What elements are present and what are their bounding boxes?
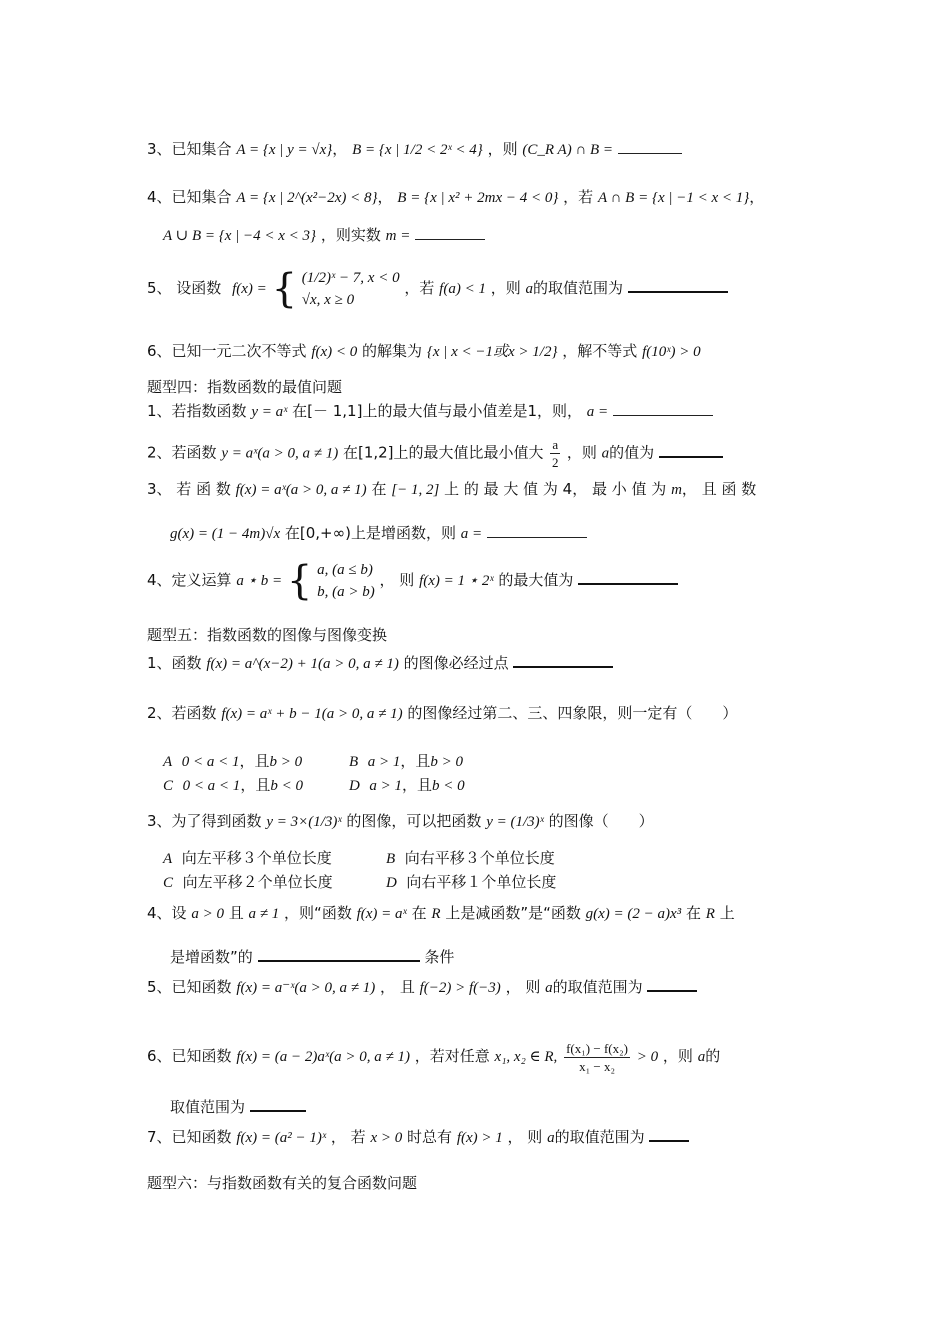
question-4-cont: A ∪ B = {x | −4 < x < 3} ，则实数 m = <box>163 224 485 247</box>
answer-blank[interactable] <box>578 569 678 585</box>
question-4: 4、已知集合 A = {x | 2^(x²−2x) < 8}， B = {x | x² + 2mx − 4 < 0} ，若 A ∩ B = {x | −1 < x < 1}， <box>147 188 765 206</box>
h5-q3-option-c[interactable]: C 向左平移２个单位长度 <box>163 873 333 891</box>
h5-q2-option-a[interactable]: A 0 < a < 1，且b > 0 <box>163 752 303 770</box>
h5-q3-option-a[interactable]: A 向左平移３个单位长度 <box>163 849 332 867</box>
question-number: 4、已知集合 <box>147 188 232 206</box>
h5-question-6-cont: 取值范围为 <box>170 1096 306 1118</box>
h5-question-4: 4、设 a > 0 且 a ≠ 1 ，则“函数 f(x) = aˣ 在 R 上是减函数”是“函数 g(x) = (2 − a)x³ 在 R 上 <box>147 904 735 922</box>
intersection-condition: A ∩ B = {x | −1 < x < 1} <box>597 190 750 206</box>
h5-question-1: 1、函数 f(x) = a^(x−2) + 1(a > 0, a ≠ 1) 的图像必经过点 <box>147 652 613 675</box>
piecewise-cases: (1/2)ˣ − 7, x < 0 √x, x ≥ 0 <box>301 270 400 308</box>
h5-q3-option-b[interactable]: B 向右平移３个单位长度 <box>386 849 555 867</box>
h5-question-5: 5、已知函数 f(x) = a⁻ˣ(a > 0, a ≠ 1) ， 且 f(−2) > f(−3) ， 则 a的取值范围为 <box>147 976 697 999</box>
fraction: $\frac{a}{2}$ <box>551 437 559 470</box>
section-heading-5: 题型五：指数函数的图像与图像变换 <box>147 626 388 644</box>
answer-blank[interactable] <box>258 946 420 962</box>
section-heading-4: 题型四：指数函数的最值问题 <box>147 378 343 396</box>
question-6: 6、已知一元二次不等式 f(x) < 0 的解集为 {x | x < −1或x > 1/2} ，解不等式 f(10ˣ) > 0 <box>147 342 701 360</box>
answer-blank[interactable] <box>618 139 682 154</box>
answer-blank[interactable] <box>250 1096 306 1112</box>
h5-question-2: 2、若函数 f(x) = aˣ + b − 1(a > 0, a ≠ 1) 的图像经过第二、三、四象限，则一定有（ ） <box>147 704 738 722</box>
question-5: 5、 设函数 f(x) = { (1/2)ˣ − 7, x < 0 √x, x ≥ 0 ，若 f(a) < 1 ，则 a的取值范围为 <box>147 266 728 311</box>
operation-cases: a, (a ≤ b) b, (a > b) <box>317 562 375 600</box>
question-3: 3、已知集合 A = {x | y = √x}， B = {x | 1/2 < 2ˣ < 4} ，则 (C_R A) ∩ B = <box>147 138 682 161</box>
set-b-definition: B = {x | 1/2 < 2ˣ < 4} <box>352 142 483 158</box>
answer-blank[interactable] <box>513 652 613 668</box>
unknown-m: m = <box>385 228 411 244</box>
h5-question-7: 7、已知函数 f(x) = (a² − 1)ˣ ， 若 x > 0 时总有 f(x) > 1 ， 则 a的取值范围为 <box>147 1126 689 1149</box>
h4-question-2: 2、若函数 y = aˣ(a > 0, a ≠ 1) 在[1,2]上的最大值比最小值大 $\frac{a}{2}$ ，则 a的值为 <box>147 436 723 471</box>
h5-question-6: 6、已知函数 f(x) = (a − 2)aˣ(a > 0, a ≠ 1) ，若对任意 x₁, x₂ ∈ R, $\frac{\text{f(x₁) − f(x₂)}}{\text{x₁ − x₂}}$ > 0 ，则 a的 <box>147 1040 721 1074</box>
question-number: 3、已知集合 <box>147 140 232 158</box>
h4-question-3-cont: g(x) = (1 − 4m)√x 在[0,+∞)上是增函数，则 a = <box>170 522 587 545</box>
answer-blank[interactable] <box>659 442 723 458</box>
set-a-definition: A = {x | 2^(x²−2x) < 8} <box>236 190 378 206</box>
left-brace: { <box>271 266 298 312</box>
answer-blank[interactable] <box>647 976 697 992</box>
condition: f(a) < 1 <box>439 281 486 297</box>
union-condition: A ∪ B = {x | −4 < x < 3} <box>163 228 317 244</box>
section-heading-6: 题型六：与指数函数有关的复合函数问题 <box>147 1174 418 1192</box>
h5-q2-option-b[interactable]: B a > 1，且b > 0 <box>349 752 463 770</box>
difference-quotient: $\frac{\text{f(x₁) − f(x₂)}}{\text{x₁ − x₂}}$ <box>566 1040 628 1074</box>
answer-blank[interactable] <box>613 401 713 416</box>
answer-blank[interactable] <box>628 277 728 293</box>
h5-q2-option-c[interactable]: C 0 < a < 1，且b < 0 <box>163 776 303 794</box>
answer-blank[interactable] <box>649 1126 689 1142</box>
h5-q2-option-d[interactable]: D a > 1，且b < 0 <box>349 776 465 794</box>
answer-blank[interactable] <box>415 225 485 240</box>
set-b-definition: B = {x | x² + 2mx − 4 < 0} <box>397 190 559 206</box>
h4-question-3: 3、 若 函 数 f(x) = aˣ(a > 0, a ≠ 1) 在 [− 1, 2] 上 的 最 大 值 为 4， 最 小 值 为 m， 且 函 数 <box>147 480 757 498</box>
question-number: 6、已知一元二次不等式 <box>147 342 307 360</box>
complement-intersection-expr: (C_R A) ∩ B = <box>522 142 614 158</box>
h4-question-4: 4、定义运算 a ⋆ b = { a, (a ≤ b) b, (a > b) ， 则 f(x) = 1 ⋆ 2ˣ 的最大值为 <box>147 558 678 603</box>
set-a-definition: A = {x | y = √x} <box>236 142 333 158</box>
h4-question-1: 1、若指数函数 y = aˣ 在[－ 1,1]上的最大值与最小值差是1，则， a = <box>147 400 713 423</box>
answer-blank[interactable] <box>487 523 587 538</box>
h5-question-3: 3、为了得到函数 y = 3×(1/3)ˣ 的图像，可以把函数 y = (1/3)ˣ 的图像（ ） <box>147 812 654 830</box>
left-brace: { <box>286 558 313 604</box>
question-number: 5、 设函数 <box>147 279 222 297</box>
h5-q3-option-d[interactable]: D 向右平移１个单位长度 <box>386 873 557 891</box>
solution-set: {x | x < −1或x > 1/2} <box>426 344 558 360</box>
h5-question-4-cont: 是增函数”的 条件 <box>170 948 455 966</box>
